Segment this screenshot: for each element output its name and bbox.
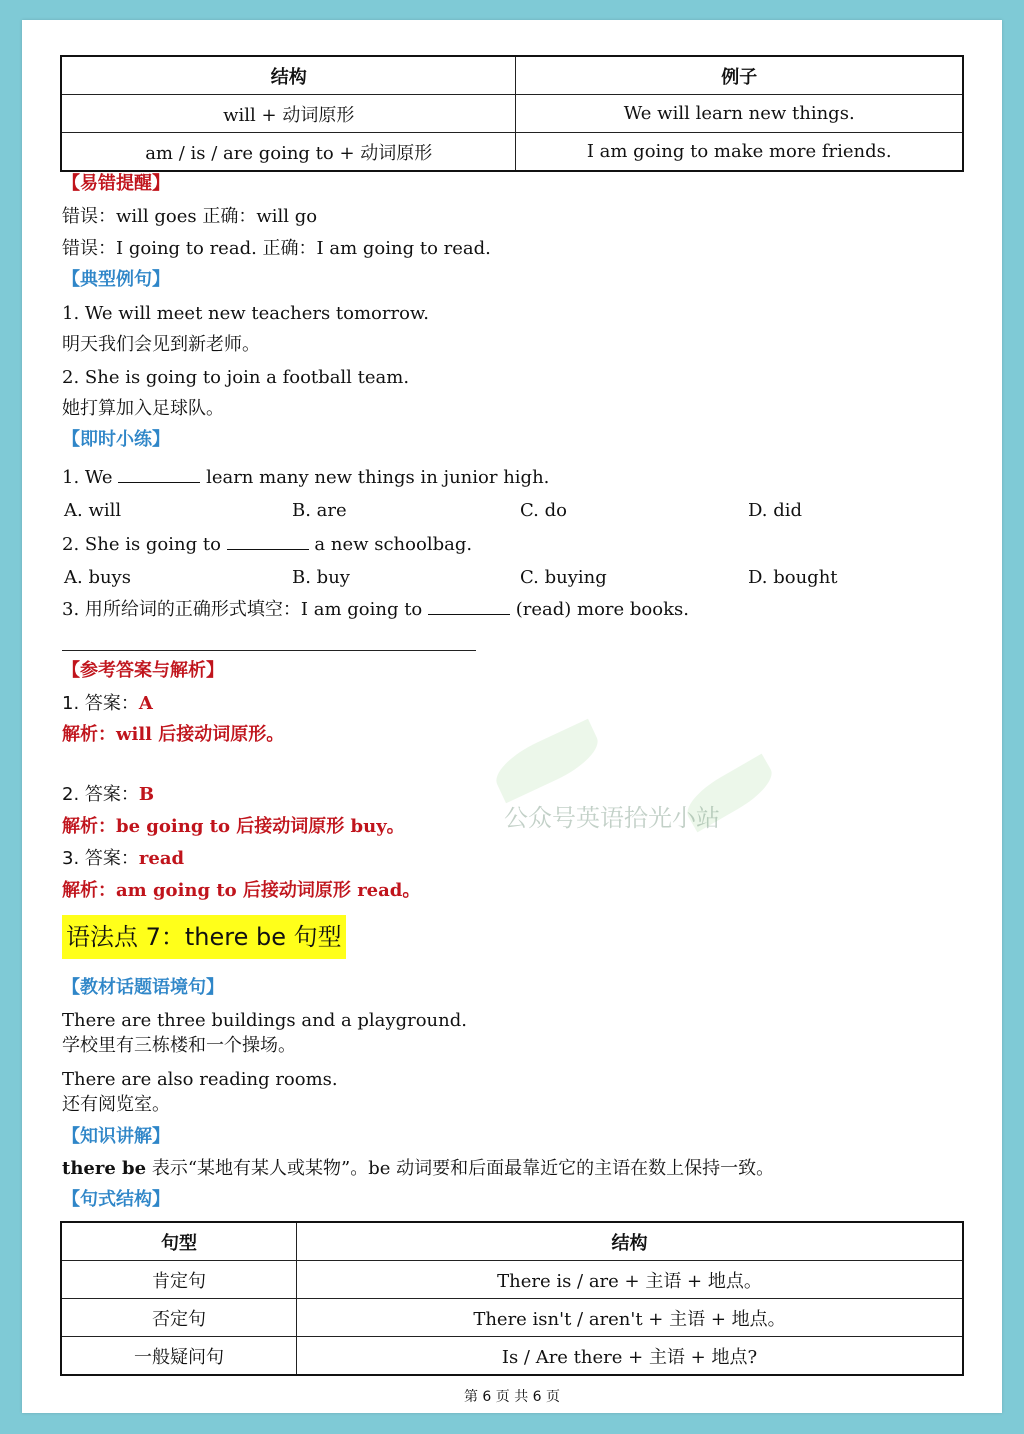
answer-value: B bbox=[138, 784, 155, 805]
mistake-line: 错误：will goes 正确：will go bbox=[62, 206, 318, 227]
answer-blank[interactable] bbox=[118, 464, 200, 483]
option-b[interactable]: B. buy bbox=[292, 567, 350, 588]
knowledge-keyword: there be bbox=[62, 1158, 147, 1179]
table-cell: 肯定句 bbox=[61, 1261, 296, 1299]
answer-label: 1. 答案： bbox=[62, 693, 139, 714]
table-cell: am / is / are going to + 动词原形 bbox=[61, 133, 516, 172]
answer-blank[interactable] bbox=[227, 531, 309, 550]
question-text: (read) more books. bbox=[515, 599, 689, 620]
textbook-heading: 【教材话题语境句】 bbox=[62, 977, 224, 998]
analysis-2: 解析：be going to 后接动词原形 buy。 bbox=[62, 816, 405, 837]
answer-value: A bbox=[138, 693, 153, 714]
example-line: 1. We will meet new teachers tomorrow. bbox=[62, 303, 429, 324]
example-translation: 明天我们会见到新老师。 bbox=[62, 334, 260, 355]
table-header-row bbox=[61, 1222, 963, 1261]
table-row bbox=[61, 95, 963, 133]
answer-label: 3. 答案： bbox=[62, 848, 139, 869]
knowledge-heading: 【知识讲解】 bbox=[62, 1126, 170, 1147]
practice-heading: 【即时小练】 bbox=[62, 429, 170, 450]
question-text: 1. We bbox=[62, 467, 113, 488]
table-header-cell: 例子 bbox=[516, 56, 963, 95]
table-cell: I am going to make more friends. bbox=[516, 133, 963, 172]
table-cell: We will learn new things. bbox=[516, 95, 963, 133]
question-text: 3. 用所给词的正确形式填空：I am going to bbox=[62, 599, 423, 620]
structure-heading: 【句式结构】 bbox=[62, 1189, 170, 1210]
example-translation: 她打算加入足球队。 bbox=[62, 398, 224, 419]
option-d[interactable]: D. did bbox=[748, 500, 803, 521]
practice-question-1 bbox=[62, 464, 549, 490]
knowledge-explanation: 表示“某地有某人或某物”。be 动词要和后面最靠近它的主语在数上保持一致。 bbox=[146, 1158, 775, 1179]
option-c[interactable]: C. buying bbox=[520, 567, 607, 588]
structure-example-table bbox=[60, 55, 964, 172]
option-a[interactable]: A. will bbox=[64, 500, 122, 521]
example-line: 2. She is going to join a football team. bbox=[62, 367, 410, 388]
mistakes-heading: 【易错提醒】 bbox=[62, 173, 170, 194]
option-c[interactable]: C. do bbox=[520, 500, 567, 521]
table-cell: There isn't / aren't + 主语 + 地点。 bbox=[296, 1299, 963, 1337]
answer-value: read bbox=[138, 848, 185, 869]
answer-1 bbox=[62, 692, 153, 716]
grammar-point-title: 语法点 7：there be 句型 bbox=[62, 915, 346, 959]
knowledge-text bbox=[62, 1157, 774, 1181]
analysis-3: 解析：am going to 后接动词原形 read。 bbox=[62, 880, 421, 901]
textbook-translation: 还有阅览室。 bbox=[62, 1094, 170, 1115]
question-text: 2. She is going to bbox=[62, 534, 221, 555]
answer-2 bbox=[62, 783, 154, 807]
divider-line bbox=[62, 650, 476, 651]
practice-question-3 bbox=[62, 596, 689, 622]
table-cell: There is / are + 主语 + 地点。 bbox=[296, 1261, 963, 1299]
watermark-leaf-icon bbox=[488, 719, 605, 804]
table-cell: 一般疑问句 bbox=[61, 1337, 296, 1376]
table-row bbox=[61, 133, 963, 172]
option-b[interactable]: B. are bbox=[292, 500, 347, 521]
table-header-row bbox=[61, 56, 963, 95]
table-header-cell: 句型 bbox=[61, 1222, 296, 1261]
table-header-cell: 结构 bbox=[61, 56, 516, 95]
mistake-line: 错误：I going to read. 正确：I am going to read. bbox=[62, 238, 491, 259]
examples-heading: 【典型例句】 bbox=[62, 269, 170, 290]
textbook-line: There are also reading rooms. bbox=[62, 1069, 338, 1090]
sentence-structure-table bbox=[60, 1221, 964, 1376]
answer-label: 2. 答案： bbox=[62, 784, 139, 805]
practice-question-2 bbox=[62, 531, 472, 557]
table-row bbox=[61, 1299, 963, 1337]
answer-3 bbox=[62, 847, 184, 871]
watermark-text: 公众号英语拾光小站 bbox=[504, 804, 720, 832]
analysis-1: 解析：will 后接动词原形。 bbox=[62, 724, 285, 745]
table-cell: 否定句 bbox=[61, 1299, 296, 1337]
option-d[interactable]: D. bought bbox=[748, 567, 838, 588]
table-row bbox=[61, 1337, 963, 1376]
textbook-translation: 学校里有三栋楼和一个操场。 bbox=[62, 1035, 296, 1056]
question-text: a new schoolbag. bbox=[314, 534, 473, 555]
answer-blank[interactable] bbox=[428, 596, 510, 615]
table-cell: will + 动词原形 bbox=[61, 95, 516, 133]
option-a[interactable]: A. buys bbox=[64, 567, 131, 588]
answers-heading: 【参考答案与解析】 bbox=[62, 660, 224, 681]
question-text: learn many new things in junior high. bbox=[206, 467, 550, 488]
page-footer: 第 6 页 共 6 页 bbox=[463, 1389, 561, 1405]
table-header-cell: 结构 bbox=[296, 1222, 963, 1261]
textbook-line: There are three buildings and a playground. bbox=[62, 1010, 467, 1031]
document-page bbox=[22, 20, 1002, 1413]
table-row bbox=[61, 1261, 963, 1299]
table-cell: Is / Are there + 主语 + 地点? bbox=[296, 1337, 963, 1376]
